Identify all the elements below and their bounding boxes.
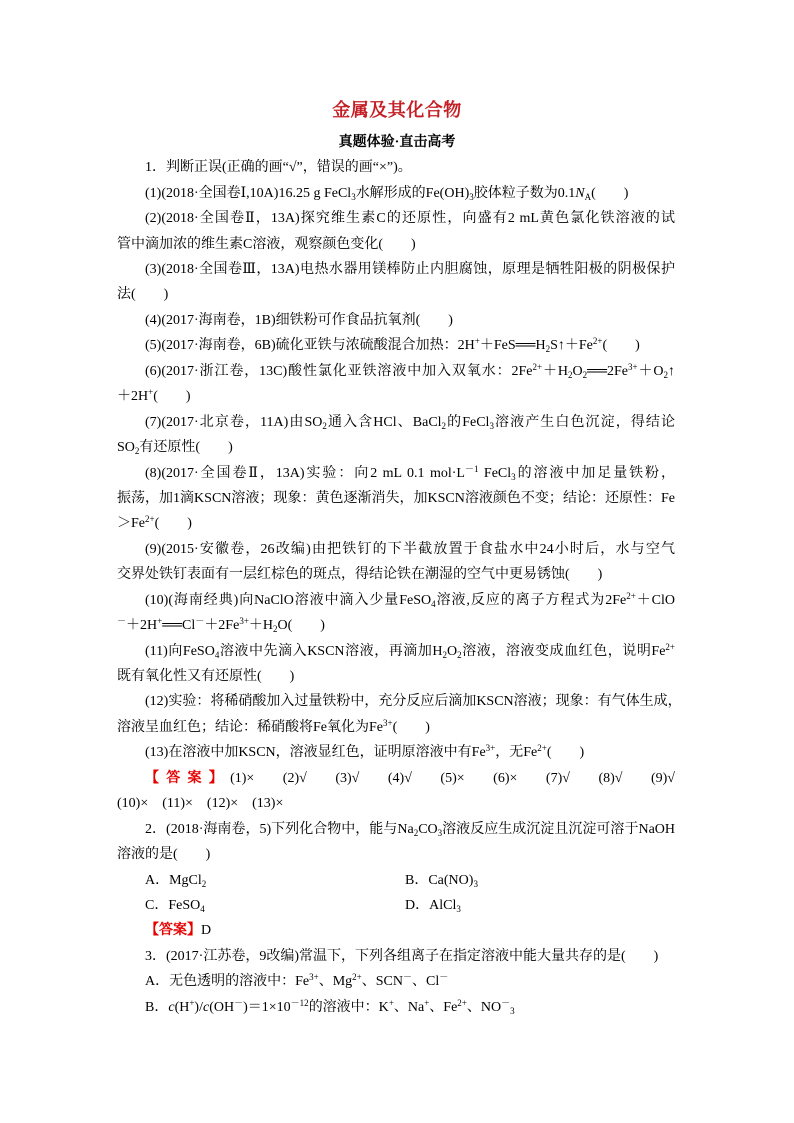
item-line: (8)(2017·全国卷Ⅱ，13A)实验：向2 mL 0.1 $mol\cdot L^{-1}$ FeCl$_3$的溶液中加足量铁粉， xyxy=(145,463,675,482)
italic-symbol: c xyxy=(168,999,175,1015)
option-row xyxy=(117,868,675,893)
subscript: 3 xyxy=(437,827,443,838)
question-1-item-12 xyxy=(117,689,682,740)
subscript: 3 xyxy=(510,1005,515,1016)
item-line: (12)实验：将稀硝酸加入过量铁粉中，充分反应后滴加KSCN溶液；现象：有气体生成， xyxy=(145,694,682,710)
subscript: 2 xyxy=(273,624,278,635)
superscript: 2+ xyxy=(626,590,636,601)
superscript: 2+ xyxy=(145,514,155,525)
question-2-stem-line: 2．(2018·海南卷，5)下列化合物中，能与$Na_2CO_3$溶液反应生成沉淀且沉淀可溶于NaOH xyxy=(145,821,676,838)
superscript: + xyxy=(474,336,480,347)
superscript: 2+ xyxy=(532,361,543,372)
question-1-item-6 xyxy=(117,359,675,410)
question-1-item-10 xyxy=(117,588,675,639)
superscript: 2+ xyxy=(352,972,362,983)
subscript: 2 xyxy=(545,344,551,355)
superscript: + xyxy=(424,997,430,1008)
superscript: －12 xyxy=(290,997,309,1008)
question-1 xyxy=(117,155,682,816)
question-1-item-3 xyxy=(117,257,675,308)
subscript: 2 xyxy=(457,649,462,660)
superscript: － xyxy=(234,997,244,1008)
superscript: 3+ xyxy=(485,743,496,754)
subscript: 4 xyxy=(431,598,436,609)
item-line: 法( ) xyxy=(117,287,169,303)
superscript: － xyxy=(402,972,412,983)
superscript: 3+ xyxy=(383,717,393,728)
subscript: 2 xyxy=(201,878,207,889)
subscript: 2 xyxy=(663,369,668,380)
italic-symbol: c xyxy=(202,999,210,1015)
superscript: 2+ xyxy=(537,743,547,754)
subscript: 2 xyxy=(134,446,140,457)
superscript: － xyxy=(439,972,449,983)
option-row xyxy=(117,893,675,918)
answer-line: (10)× (11)× (12)× (13)× xyxy=(117,796,284,812)
superscript: － xyxy=(501,997,511,1008)
question-1-item-2 xyxy=(117,206,675,257)
superscript: + xyxy=(388,997,394,1008)
question-1-item-1 xyxy=(117,181,675,206)
subscript: 3 xyxy=(469,191,474,202)
item-line: (5)(2017·海南卷，6B)硫化亚铁与浓硫酸混合加热：$2H^++FeS══H_2S↑+Fe^{2+}$( ) xyxy=(145,336,640,355)
page-title: 金属及其化合物 xyxy=(332,100,462,120)
answer-text: (1)× (2)√ (3)√ (4)√ (5)× (6)× (7)√ (8)√ (9)√ xyxy=(230,770,675,786)
superscript: + xyxy=(148,387,154,398)
item-line: (6)(2017·浙江卷，13C)酸性氯化亚铁溶液中加入双氧水：$2Fe^{2+}+H_2O_2══2Fe^{3+}+O_2↑$ xyxy=(145,361,675,380)
option-c: C．FeSO$_4$ xyxy=(145,897,205,914)
subscript: 3 xyxy=(456,903,461,914)
subscript: 2 xyxy=(441,420,447,431)
question-2-answer xyxy=(117,918,675,943)
superscript: 3+ xyxy=(309,972,319,983)
superscript: － xyxy=(195,616,205,627)
item-line: ＋2H+( ) xyxy=(117,387,191,405)
question-1-answer xyxy=(117,766,675,817)
question-1-item-4 xyxy=(117,308,675,333)
option-b: B．$Ca(NO)_3$ xyxy=(405,872,478,889)
subscript: 2 xyxy=(413,827,419,838)
superscript: 3+ xyxy=(239,616,249,627)
answer-tag: 【答案】 xyxy=(145,923,201,939)
superscript: 2+ xyxy=(665,641,675,652)
item-line: (4)(2017·海南卷，1B)细铁粉可作食品抗氧剂( ) xyxy=(145,312,453,328)
question-1-item-9 xyxy=(117,537,675,588)
subscript: 3 xyxy=(511,471,516,482)
subscript: 2 xyxy=(322,420,327,431)
question-1-item-11 xyxy=(117,639,675,690)
superscript: － xyxy=(117,616,127,627)
item-line: 溶液呈血红色；结论：稀硝酸将Fe氧化为$Fe^{3+}$( ) xyxy=(117,717,430,735)
item-line: (9)(2015·安徽卷，26改编)由把铁钉的下半截放置于食盐水中24小时后，水与空气 xyxy=(145,541,675,557)
question-1-item-7 xyxy=(117,410,675,461)
section-subtitle: 真题体验·直击高考 xyxy=(338,135,456,150)
subscript: 4 xyxy=(214,649,220,660)
italic-symbol: N xyxy=(575,185,585,201)
item-line: (1)(2018·全国卷Ⅰ,10A)16.25 g FeCl$_3$水解形成的$Fe(OH)_3$胶体粒子数为$0.1N_A$( ) xyxy=(145,185,629,202)
question-1-item-8 xyxy=(117,461,675,537)
subscript: 3 xyxy=(489,420,494,431)
option-a: A．无色透明的溶液中：$Fe^{3+}$、$Mg^{2+}$、SCN－、Cl－ xyxy=(145,972,449,990)
answer-line xyxy=(117,766,675,791)
item-line: (10)(海南经典)向NaClO溶液中滴入少量FeSO$_4$溶液,反应的离子方程式为$2Fe^{2+}+ClO$ xyxy=(145,590,675,609)
question-3-stem-line: 3．(2017·江苏卷，9改编)常温下，下列各组离子在指定溶液中能大量共存的是( ) xyxy=(145,948,659,964)
item-line: (11)向FeSO$_4$溶液中先滴入KSCN溶液，再滴加$H_2O_2$溶液，溶液变成血红色，说明$Fe^{2+}$ xyxy=(145,641,675,660)
superscript: 2+ xyxy=(592,336,603,347)
item-line: (13)在溶液中加KSCN，溶液显红色，证明原溶液中有$Fe^{3+}$，无$Fe^{2+}$( ) xyxy=(145,743,585,761)
question-1-item-13 xyxy=(117,740,675,765)
answer-tag: 【答案】 xyxy=(145,770,231,786)
question-1-stem: 1．判断正误(正确的画“√”，错误的画“×”)。 xyxy=(145,160,412,176)
superscript: 2+ xyxy=(457,997,467,1008)
item-line: $>Fe^{2+}$( ) xyxy=(117,514,192,532)
item-line: (3)(2018·全国卷Ⅲ，13A)电热水器用镁棒防止内胆腐蚀，原理是牺牲阳极的阴极保护 xyxy=(145,262,675,278)
option-d: D．AlCl$_3$ xyxy=(405,897,461,914)
superscript: + xyxy=(189,997,195,1008)
document-body xyxy=(117,155,682,1020)
item-line: $SO_2$有还原性( ) xyxy=(117,440,233,457)
question-1-item-5 xyxy=(117,333,675,358)
item-line: 交界处铁钉表面有一层红棕色的斑点，得结论铁在潮湿的空气中更易锈蚀( ) xyxy=(117,567,603,583)
item-line: 既有氧化性又有还原性( ) xyxy=(117,669,295,685)
subscript: 3 xyxy=(351,191,356,202)
answer-value: D xyxy=(201,923,212,939)
question-3 xyxy=(117,944,675,1020)
subscript: 2 xyxy=(442,649,448,660)
item-line: (7)(2017·北京卷，11A)由$SO_2$通入含HCl、BaCl$_2$的FeCl$_3$溶液产生白色沉淀，得结论 xyxy=(145,414,675,431)
option-a: A．MgCl$_2$ xyxy=(145,872,207,889)
item-line: 振荡，加1滴KSCN溶液；现象：黄色逐渐消失，加KSCN溶液颜色不变；结论：还原性：Fe xyxy=(117,490,675,506)
subscript: 4 xyxy=(200,903,205,914)
item-line: (2)(2018·全国卷Ⅱ，13A)探究维生素C的还原性，向盛有2 mL黄色氯化铁溶液的试 xyxy=(145,211,675,227)
option-b: B．$c(H^+)/c(OH^-)=1\times 10^{-12}$的溶液中：K+、Na+、$Fe^{2+}$、$NO^-_3$ xyxy=(145,997,515,1016)
subscript: 2 xyxy=(568,369,573,380)
superscript: 3+ xyxy=(628,361,638,372)
subscript: 3 xyxy=(473,878,478,889)
subscript: A xyxy=(584,191,592,202)
superscript: －1 xyxy=(464,463,479,474)
item-line: $^-+2H^+══Cl^-+2Fe^{3+}+H_2O$( ) xyxy=(117,616,325,635)
question-2 xyxy=(117,817,675,944)
question-2-stem-line: 溶液的是( ) xyxy=(117,847,211,863)
subscript: 2 xyxy=(582,369,588,380)
superscript: + xyxy=(157,616,163,627)
item-line: 管中滴加浓的维生素C溶液，观察颜色变化( ) xyxy=(117,236,416,252)
